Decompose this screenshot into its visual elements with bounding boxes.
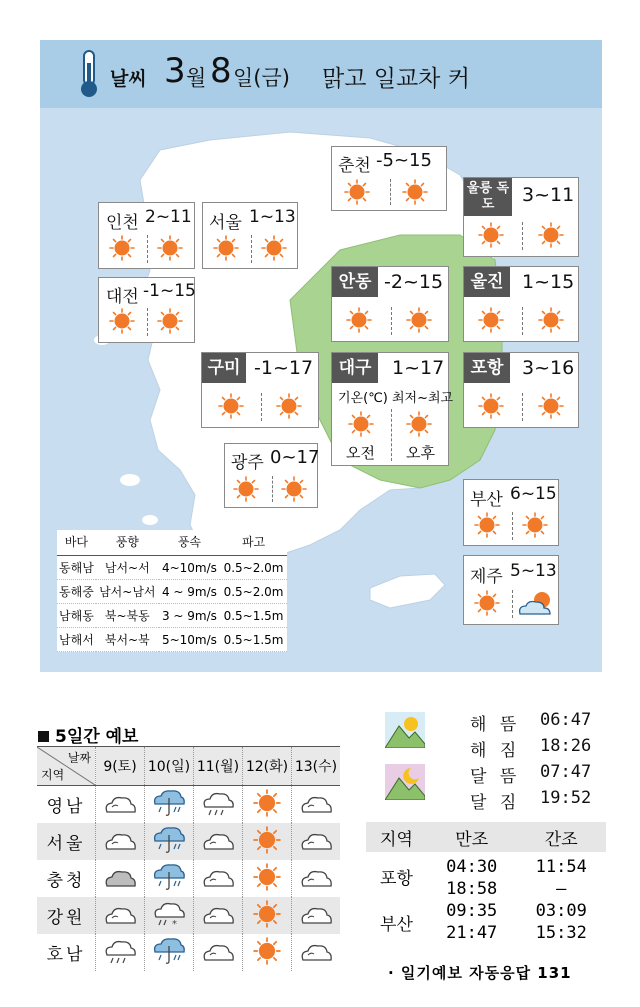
forecast-day: 13(수)	[292, 747, 341, 786]
city-name: 인천	[106, 213, 139, 233]
city-temp: -1~17	[254, 357, 314, 379]
partly-cloudy-icon	[299, 827, 333, 853]
tide-row	[366, 900, 606, 922]
city-temp: 6~15	[510, 484, 557, 504]
sunset-time: 18:26	[540, 736, 592, 756]
city-card-uljin	[463, 266, 579, 342]
sunrise-label: 해 뜸	[470, 715, 521, 735]
city-card-daejeon	[98, 277, 195, 343]
forecast-row	[37, 897, 340, 934]
sea-cell: 남서~남서	[96, 580, 159, 604]
sea-cell: 동해남	[57, 556, 96, 580]
rain-icon	[152, 788, 186, 818]
sunrise-time: 06:47	[540, 710, 592, 730]
city-card-gwangju	[224, 443, 318, 508]
sea-row	[57, 604, 287, 628]
forecast-table	[37, 746, 340, 971]
moonrise-time: 07:47	[540, 762, 592, 782]
city-temp: 5~13	[510, 561, 557, 581]
city-card-incheon	[98, 202, 195, 269]
sea-cell: 남해동	[57, 604, 96, 628]
snow-rain-icon	[152, 899, 186, 929]
sun-icon	[344, 179, 370, 205]
cloud-rain-icon	[201, 789, 235, 817]
sun-icon	[253, 900, 281, 928]
forecast-row	[37, 786, 340, 824]
sun-icon	[253, 937, 281, 965]
city-temp: -5~15	[376, 150, 432, 171]
header-day-unit: 일(금)	[233, 66, 290, 90]
city-temp: 1~17	[392, 357, 445, 379]
header-summary: 맑고 일교차 커	[322, 66, 470, 92]
partly-cloudy-icon	[299, 938, 333, 964]
city-name: 서울	[209, 213, 242, 233]
sun-icon	[157, 235, 183, 261]
sun-icon	[233, 476, 259, 502]
sun-icon	[346, 307, 372, 333]
sea-cell: 북서~북	[96, 628, 159, 652]
header-label: 날씨	[110, 68, 147, 90]
sun-icon	[474, 590, 500, 616]
cloudy-icon	[103, 864, 137, 890]
sea-cell: 4~10m/s	[159, 556, 220, 580]
tide-low: 11:54	[535, 857, 587, 877]
forecast-title	[38, 722, 138, 747]
partly-cloudy-icon	[103, 827, 137, 853]
forecast-day: 11(월)	[194, 747, 243, 786]
sun-icon	[218, 393, 244, 419]
tide-high: 04:30	[446, 857, 498, 877]
tide-table	[366, 822, 606, 944]
sun-icon	[478, 222, 504, 248]
city-card-pohang	[463, 352, 579, 428]
sun-icon	[261, 235, 287, 261]
forecast-title-text: 5일간 예보	[55, 727, 139, 747]
city-card-seoul	[202, 202, 298, 269]
partly-cloudy-icon	[201, 864, 235, 890]
header-month-unit: 월	[186, 66, 207, 90]
forecast-row	[37, 860, 340, 897]
sun-icon	[402, 179, 428, 205]
sun-icon	[213, 235, 239, 261]
sun-icon	[406, 307, 432, 333]
city-temp: 2~11	[145, 207, 192, 227]
sun-icon	[157, 308, 183, 334]
legend-am-label: 오전	[346, 444, 375, 462]
city-temp: -1~15	[143, 281, 196, 301]
city-tag	[464, 178, 512, 216]
header-bar	[40, 40, 602, 108]
city-temp: 1~13	[249, 207, 296, 227]
sun-icon	[276, 393, 302, 419]
header-day: 8	[210, 51, 232, 91]
sea-header: 바다	[57, 530, 96, 556]
partly-cloudy-icon	[516, 588, 556, 618]
city-name: 대전	[106, 287, 139, 307]
tide-high: 18:58	[446, 879, 498, 899]
corner-region-label: 지역	[41, 768, 65, 782]
city-tag	[202, 353, 246, 383]
sun-icon	[538, 393, 564, 419]
tide-region: 포항	[380, 868, 413, 889]
city-name: 대구	[338, 358, 372, 378]
city-tag	[332, 267, 378, 297]
moonset-label: 달 짐	[470, 793, 521, 813]
cloud-rain-icon	[103, 937, 137, 965]
city-temp: 1~15	[522, 271, 575, 293]
tide-low: 15:32	[535, 923, 587, 943]
sea-cell: 북~북동	[96, 604, 159, 628]
sea-row	[57, 628, 287, 652]
tide-low: 03:09	[535, 901, 587, 921]
moonrise-mountain-icon	[385, 764, 425, 800]
partly-cloudy-icon	[299, 864, 333, 890]
footer-phone-service: · 일기예보 자동응답 131	[388, 964, 572, 982]
legend-pm-label: 오후	[406, 444, 435, 462]
city-name: 구미	[207, 358, 241, 378]
partly-cloudy-icon	[201, 827, 235, 853]
rain-icon	[152, 936, 186, 966]
city-temp: 0~17	[270, 447, 320, 468]
sun-icon	[281, 476, 307, 502]
sun-icon	[522, 512, 548, 538]
sea-row	[57, 580, 287, 604]
sea-cell: 0.5~2.0m	[220, 580, 287, 604]
sea-conditions-table	[57, 530, 287, 652]
city-name: 춘천	[338, 156, 371, 176]
sea-cell: 남해서	[57, 628, 96, 652]
sun-icon	[538, 222, 564, 248]
square-bullet-icon	[38, 731, 49, 742]
legend-temp-label: 기온(℃) 최저~최고	[338, 391, 454, 406]
partly-cloudy-icon	[201, 938, 235, 964]
forecast-row	[37, 823, 340, 860]
tide-header: 간조	[516, 822, 606, 852]
forecast-day: 9(토)	[96, 747, 145, 786]
sun-icon	[253, 789, 281, 817]
sea-header: 풍속	[159, 530, 220, 556]
tide-high: 21:47	[446, 923, 498, 943]
city-name: 울릉 독도	[466, 181, 510, 212]
sea-header: 파고	[220, 530, 287, 556]
sea-cell: 4 ~ 9m/s	[159, 580, 220, 604]
sun-icon	[478, 393, 504, 419]
tide-low: –	[556, 879, 567, 899]
sea-header: 풍향	[96, 530, 159, 556]
city-name: 안동	[338, 272, 372, 292]
tide-region: 부산	[380, 914, 413, 935]
city-card-busan	[463, 479, 559, 546]
sea-cell: 0.5~1.5m	[220, 628, 287, 652]
city-tag	[332, 353, 378, 383]
partly-cloudy-icon	[299, 790, 333, 816]
forecast-corner	[37, 747, 96, 786]
tide-high: 09:35	[446, 901, 498, 921]
city-temp: -2~15	[384, 271, 444, 293]
tide-header: 지역	[366, 822, 427, 852]
forecast-day: 12(화)	[243, 747, 292, 786]
thermometer-icon	[74, 49, 104, 99]
city-card-gumi	[201, 352, 319, 428]
moonset-time: 19:52	[540, 788, 592, 808]
city-card-ulleung	[463, 177, 579, 257]
sea-row	[57, 556, 287, 580]
partly-cloudy-icon	[103, 790, 137, 816]
forecast-region: 서울	[37, 823, 96, 860]
city-tag	[464, 267, 510, 297]
city-card-jeju	[463, 555, 559, 625]
sun-icon	[538, 307, 564, 333]
city-name: 광주	[231, 453, 264, 473]
sun-icon	[253, 863, 281, 891]
sun-icon	[474, 512, 500, 538]
forecast-day: 10(일)	[145, 747, 194, 786]
city-card-daegu-legend	[331, 352, 454, 466]
sun-icon	[253, 826, 281, 854]
sea-cell: 0.5~2.0m	[220, 556, 287, 580]
sun-icon	[348, 411, 374, 437]
city-temp: 3~16	[522, 357, 575, 379]
sea-cell: 5~10m/s	[159, 628, 220, 652]
city-name: 포항	[470, 358, 504, 378]
tide-header: 만조	[427, 822, 517, 852]
sunrise-mountain-icon	[385, 712, 425, 748]
sun-icon	[109, 308, 135, 334]
city-name: 부산	[470, 490, 503, 510]
partly-cloudy-icon	[299, 901, 333, 927]
sun-icon	[109, 235, 135, 261]
sunset-label: 해 짐	[470, 741, 521, 761]
forecast-region: 호남	[46, 945, 86, 965]
forecast-region: 강원	[37, 897, 96, 934]
sea-cell: 남서~서	[96, 556, 159, 580]
city-tag	[464, 353, 510, 383]
city-card-chuncheon	[331, 146, 447, 211]
forecast-row	[37, 934, 340, 971]
rain-icon	[152, 862, 186, 892]
moonrise-label: 달 뜸	[470, 767, 521, 787]
city-temp: 3~11	[522, 184, 575, 206]
header-month: 3	[164, 51, 186, 91]
corner-date-label: 날짜	[67, 751, 91, 765]
sun-icon	[478, 307, 504, 333]
sea-cell: 3 ~ 9m/s	[159, 604, 220, 628]
rain-icon	[152, 825, 186, 855]
partly-cloudy-icon	[201, 901, 235, 927]
city-name: 울진	[470, 272, 504, 292]
sea-cell: 0.5~1.5m	[220, 604, 287, 628]
forecast-region: 영남	[46, 797, 86, 817]
forecast-region: 충청	[46, 871, 86, 891]
city-name: 제주	[470, 567, 503, 587]
sun-icon	[406, 411, 432, 437]
sea-cell: 동해중	[57, 580, 96, 604]
tide-row	[366, 852, 606, 878]
partly-cloudy-icon	[103, 901, 137, 927]
city-card-andong	[331, 266, 449, 342]
